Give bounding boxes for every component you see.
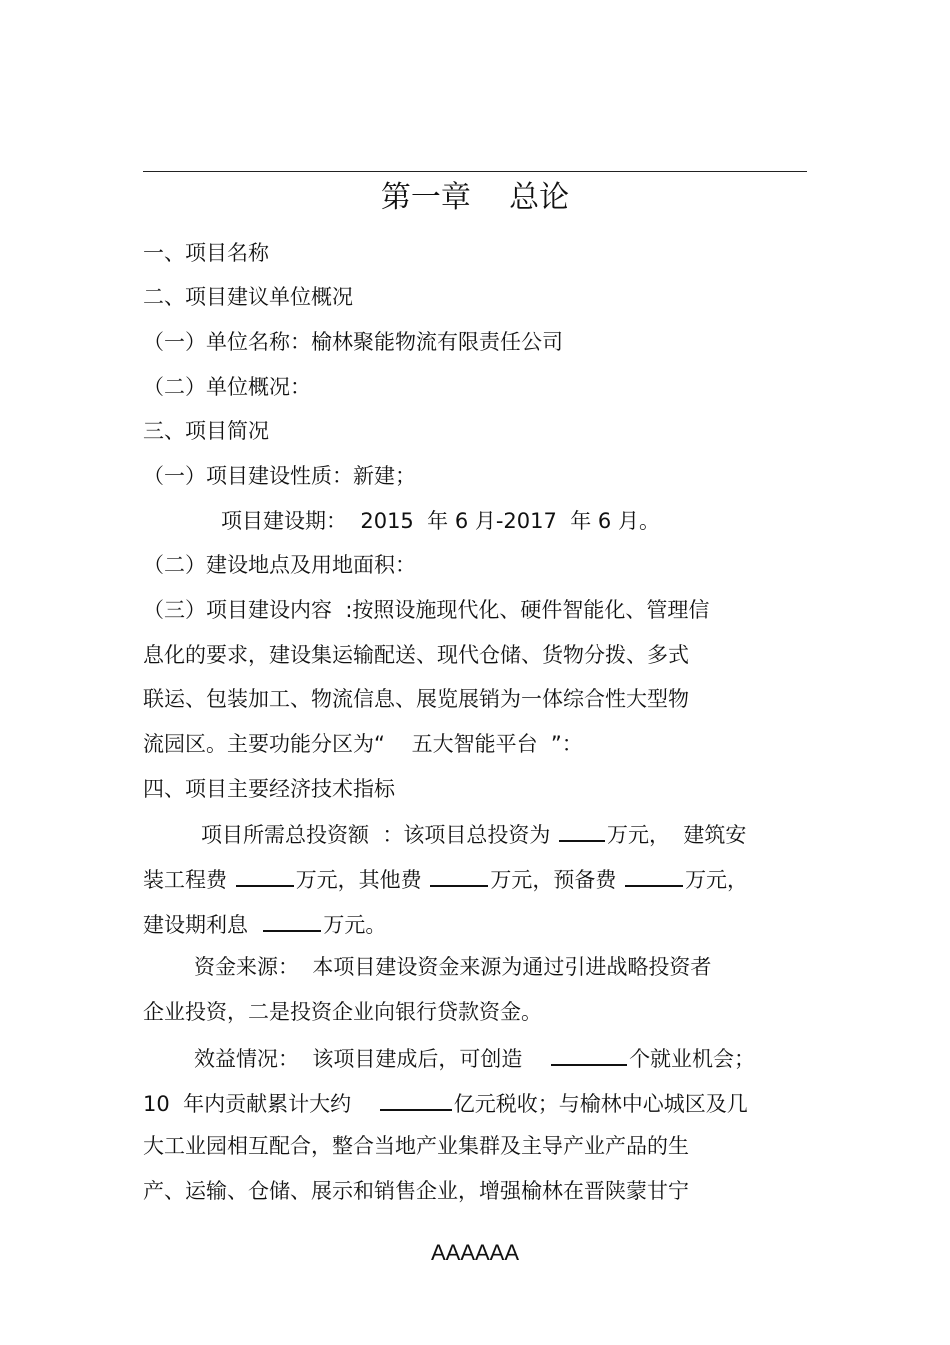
investment-text-a: 项目所需总投资额 ：该项目总投资为 xyxy=(201,823,558,847)
tax-text-b: 亿元税收；与榆林中心城区及几 xyxy=(453,1092,748,1116)
interest-text: 建设期利息 xyxy=(143,913,262,937)
tax-text-a: 10 年内贡献累计大约 xyxy=(143,1092,378,1116)
installation-fee-blank xyxy=(236,863,294,887)
funding-source-line-2: 企业投资，二是投资企业向银行贷款资金。 xyxy=(143,1000,542,1024)
location-area-line: （二）建设地点及用地面积： xyxy=(143,553,416,577)
jobs-blank xyxy=(551,1042,627,1066)
construction-content-line-1: （三）项目建设内容 :按照设施现代化、硬件智能化、管理信 xyxy=(143,598,710,622)
investment-line-3 xyxy=(143,908,386,938)
heading-unit-overview: 二、项目建议单位概况 xyxy=(143,285,353,309)
benefit-line-3: 大工业园相互配合，整合当地产业集群及主导产业产品的生 xyxy=(143,1134,689,1158)
funding-source-line-1: 资金来源： 本项目建设资金来源为通过引进战略投资者 xyxy=(194,955,712,979)
header-rule xyxy=(143,171,807,172)
total-investment-blank xyxy=(559,818,605,842)
construction-nature-line: （一）项目建设性质：新建； xyxy=(143,464,416,488)
reserve-fee-blank xyxy=(625,863,683,887)
heading-project-brief: 三、项目简况 xyxy=(143,419,269,443)
other-fee-blank xyxy=(430,863,488,887)
installation-fee-text: 装工程费 xyxy=(143,868,234,892)
benefit-line-4: 产、运输、仓储、展示和销售企业，增强榆林在晋陕蒙甘宁 xyxy=(143,1179,689,1203)
interest-blank xyxy=(263,908,321,932)
unit-name-line: （一）单位名称：榆林聚能物流有限责任公司 xyxy=(143,330,563,354)
benefit-line-1 xyxy=(194,1042,755,1072)
tax-blank xyxy=(380,1087,452,1111)
page-footer: AAAAAA xyxy=(430,1240,520,1265)
reserve-fee-text: 万元，预备费 xyxy=(490,868,624,892)
investment-line-2 xyxy=(143,863,748,893)
benefit-line-2 xyxy=(143,1087,748,1117)
construction-content-line-2: 息化的要求，建设集运输配送、现代仓储、货物分拨、多式 xyxy=(143,643,689,667)
interest-unit: 万元。 xyxy=(323,913,387,937)
other-fee-text: 万元，其他费 xyxy=(295,868,429,892)
investment-line-1 xyxy=(201,818,746,848)
construction-content-line-4: 流园区。主要功能分区为“ 五大智能平台 ”： xyxy=(143,732,583,756)
unit-overview-line: （二）单位概况： xyxy=(143,375,311,399)
heading-project-name: 一、项目名称 xyxy=(143,241,269,265)
construction-period-line: 项目建设期： 2015 年 6 月-2017 年 6 月。 xyxy=(221,509,660,533)
investment-text-b: 万元， 建筑安 xyxy=(607,823,747,847)
construction-content-line-3: 联运、包装加工、物流信息、展览展销为一体综合性大型物 xyxy=(143,687,689,711)
benefit-text-a: 效益情况： 该项目建成后，可创造 xyxy=(194,1047,550,1071)
chapter-title: 第一章 总论 xyxy=(380,180,570,215)
heading-economic-indicators: 四、项目主要经济技术指标 xyxy=(143,777,395,801)
reserve-fee-unit: 万元， xyxy=(685,868,749,892)
benefit-text-b: 个就业机会； xyxy=(629,1047,756,1071)
